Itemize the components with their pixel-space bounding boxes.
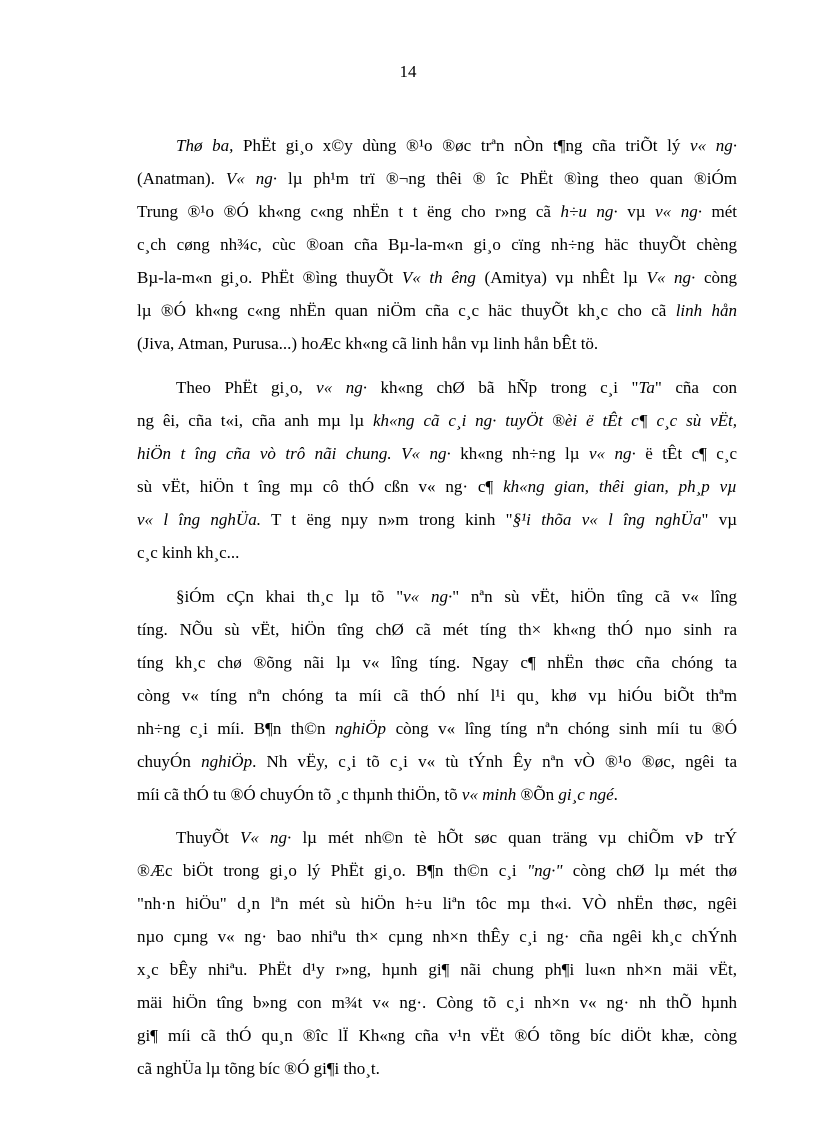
italic-run: V« ng· <box>646 268 696 287</box>
text-run: sù vËt, hiÖn t îng mµ cô thÓ cßn v« ng· c¶ <box>137 477 504 496</box>
text-run: " nªn sù vËt, hiÖn tîng cã v« lîng <box>452 587 737 606</box>
text-line <box>137 300 737 322</box>
text-run: T t ëng nµy n»m trong kinh " <box>260 510 513 529</box>
italic-run: V« ng· <box>225 169 277 188</box>
italic-run: gi¸c ngé <box>558 785 614 804</box>
text-run: ng êi, cña t«i, cña anh mµ lµ <box>137 411 374 430</box>
text-run: . Nh vËy, c¸i tõ c¸i v« tù tÝnh Êy nªn vÒ ®¹o ®øc, ngêi ta <box>252 752 737 771</box>
text-line <box>137 959 737 981</box>
italic-run: v« ng· <box>655 202 702 221</box>
text-line <box>137 652 737 674</box>
text-line <box>137 542 737 564</box>
text-line <box>137 234 737 256</box>
text-run: x¸c bÊy nhiªu. PhËt d¹y r»ng, hµnh gi¶ nãi chung ph¶i lu«n nh×n mäi vËt, <box>137 960 737 979</box>
text-run: còng v« tíng nªn chóng ta míi cã thÓ nhí l¹i qu¸ khø vµ hiÓu biÕt thªm <box>137 686 737 705</box>
text-line <box>137 893 737 915</box>
text-line <box>137 1058 737 1080</box>
italic-run: linh hån <box>675 301 737 320</box>
text-run: . <box>613 785 618 804</box>
text-run: (Amitya) vµ nhÊt lµ <box>475 268 647 287</box>
text-line <box>137 685 737 707</box>
text-line <box>176 586 737 608</box>
italic-run: Ta <box>638 378 655 397</box>
text-run: Trung ®¹o ®Ó kh«ng c«ng nhËn t t ëng cho r»ng cã <box>137 202 561 221</box>
text-run: PhËt gi¸o x©y dùng ®¹o ®øc trªn nÒn t¶ng cña triÕt lý <box>233 136 691 155</box>
text-run: c¸ch cøng nh¾c, cùc ®oan cña Bµ-la-m«n gi¸o cïng nh÷ng häc thuyÕt chèng <box>137 235 737 254</box>
text-line <box>137 476 737 498</box>
text-run: vµ <box>617 202 656 221</box>
text-run: ThuyÕt <box>176 828 241 847</box>
italic-run: v« l îng nghÜa. <box>137 510 261 529</box>
text-run: Bµ-la-m«n gi¸o. PhËt ®ìng thuyÕt <box>137 268 402 287</box>
text-line <box>137 1025 737 1047</box>
text-line <box>137 201 737 223</box>
italic-run: nghiÖp <box>201 752 253 771</box>
text-run: mét <box>701 202 737 221</box>
text-run: " cña con <box>654 378 737 397</box>
text-run: gi¶ míi cã thÓ qu¸n ®îc lÏ Kh«ng cña v¹n vËt ®Ó tõng bíc diÖt khæ, còng <box>137 1026 737 1045</box>
text-run: nh÷ng c¸i míi. B¶n th©n <box>137 719 336 738</box>
text-line <box>176 377 737 399</box>
text-line <box>176 135 737 157</box>
italic-run: V« ng· <box>240 828 292 847</box>
italic-run: v« ng· <box>316 378 367 397</box>
italic-run: kh«ng cã c¸i ng· tuyÖt ®èi ë tÊt c¶ c¸c sù vËt, <box>373 411 737 430</box>
text-line <box>137 751 737 773</box>
italic-run: V« th êng <box>401 268 476 287</box>
text-run: nµo cµng v« ng· bao nhiªu th× cµng nh×n thÊy c¸i ng· cña ngêi kh¸c chÝnh <box>137 927 737 946</box>
text-run: c¸c kinh kh¸c... <box>137 543 240 562</box>
text-run: lµ mét nh©n tè hÕt søc quan träng vµ chiÕm vÞ trÝ <box>291 828 737 847</box>
text-run: chuyÓn <box>137 752 202 771</box>
text-run: ®Æc biÖt trong gi¸o lý PhËt gi¸o. B¶n th©n c¸i <box>137 861 527 880</box>
italic-run: v« minh <box>461 785 517 804</box>
text-run: mäi hiÖn tîng b»ng con m¾t v« ng·. Còng tõ c¸i nh×n v« ng· nh thÕ hµnh <box>137 993 737 1012</box>
italic-run: nghiÖp <box>335 719 387 738</box>
text-run: còng <box>695 268 737 287</box>
text-run: lµ ®Ó kh«ng c«ng nhËn quan niÖm cña c¸c häc thuyÕt kh¸c cho cã <box>137 301 676 320</box>
text-run: "nh·n hiÖu" d¸n lªn mét sù hiÖn h÷u liªn tôc mµ th«i. VÒ nhËn thøc, ngêi <box>137 894 737 913</box>
text-line <box>137 410 737 432</box>
text-line <box>137 718 737 740</box>
text-run: " vµ <box>701 510 737 529</box>
text-run: míi cã thÓ tu ®Ó chuyÓn tõ ¸c thµnh thiÖn, tõ <box>137 785 462 804</box>
text-run: còng chØ lµ mét thø <box>562 861 737 880</box>
text-run: tíng kh¸c chø ®õng nãi lµ v« lîng tíng. Ngay c¶ nhËn thøc cña chóng ta <box>137 653 737 672</box>
text-run: (Jiva, Atman, Purusa...) hoÆc kh«ng cã linh hån vµ linh hån bÊt tö. <box>137 334 599 353</box>
italic-run: v« ng· <box>690 136 737 155</box>
text-line <box>137 168 737 190</box>
text-run: lµ ph¹m trï ®¬ng thêi ® îc PhËt ®ìng theo quan ®iÓm <box>277 169 738 188</box>
italic-run: Thø ba, <box>176 136 234 155</box>
text-line <box>176 827 737 849</box>
italic-run: v« ng· <box>403 587 453 606</box>
text-run: còng v« lîng tíng nªn chóng sinh míi tu ®Ó <box>386 719 737 738</box>
text-line <box>137 443 737 465</box>
italic-run: h÷u ng· <box>560 202 618 221</box>
text-line <box>137 860 737 882</box>
italic-run: v« ng· <box>588 444 636 463</box>
text-run: ë tÊt c¶ c¸c <box>635 444 737 463</box>
text-run: §iÓm cÇn khai th¸c lµ tõ " <box>176 587 404 606</box>
text-run: cã nghÜa lµ tõng bíc ®Ó gi¶i tho¸t. <box>137 1059 380 1078</box>
text-run: kh«ng chØ bã hÑp trong c¸i " <box>366 378 639 397</box>
italic-run: hiÖn t îng cña vò trô nãi chung. V« ng· <box>137 444 451 463</box>
text-run: tíng. NÕu sù vËt, hiÖn tîng chØ cã mét tíng th× kh«ng thÓ nµo sinh ra <box>137 620 737 639</box>
text-line <box>137 926 737 948</box>
text-line <box>137 992 737 1014</box>
text-line <box>137 619 737 641</box>
page-number: 14 <box>399 62 417 81</box>
text-line <box>137 267 737 289</box>
text-run: ®Õn <box>516 785 559 804</box>
text-line <box>137 509 737 531</box>
text-run: Theo PhËt gi¸o, <box>176 378 317 397</box>
text-run: (Anatman). <box>137 169 226 188</box>
italic-run: kh«ng gian, thêi gian, ph¸p vµ <box>503 477 737 496</box>
italic-run: "ng·" <box>526 861 563 880</box>
text-line <box>137 784 737 806</box>
italic-run: §¹i thõa v« l îng nghÜa <box>512 510 702 529</box>
text-run: kh«ng nh÷ng lµ <box>450 444 589 463</box>
text-line <box>137 333 737 355</box>
